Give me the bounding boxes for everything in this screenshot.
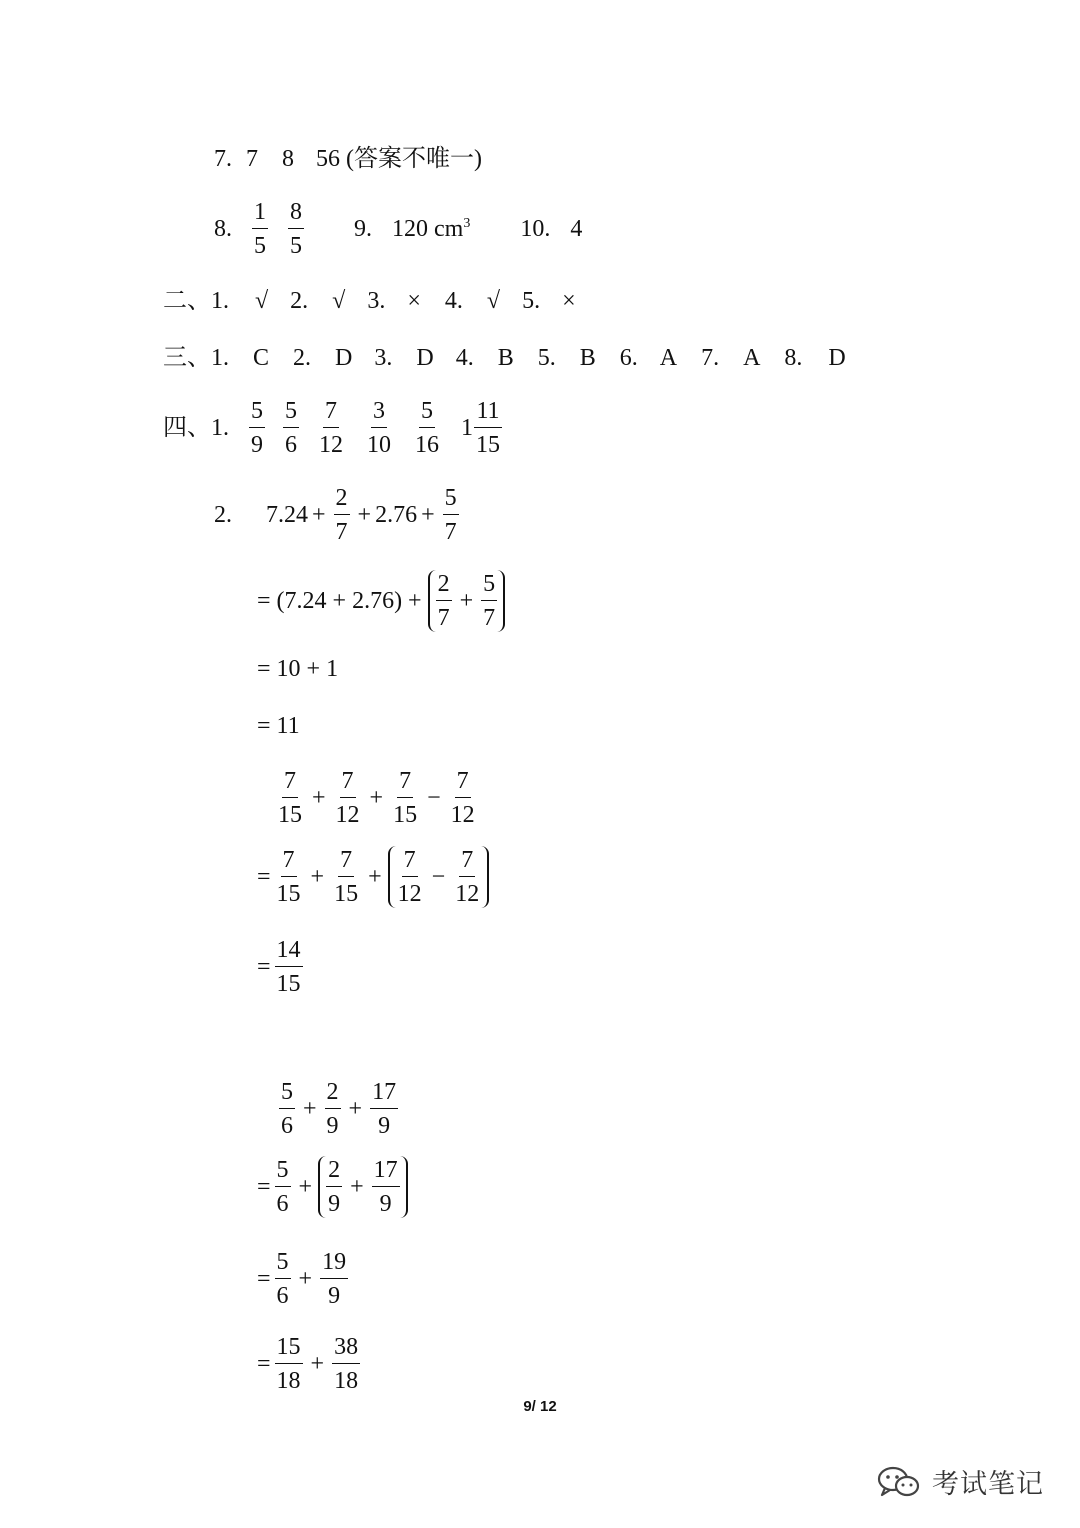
parenthesis-group: $\frac{2}{9}$ + $\frac{17}{9}$	[318, 1156, 408, 1218]
s3-item-answer: A	[743, 345, 761, 371]
s2-item-mark: ×	[407, 288, 421, 314]
equals-sign: =	[257, 1266, 271, 1292]
plus-sign: +	[310, 864, 325, 890]
s2-item-mark: √	[486, 288, 501, 314]
q9-label: 9.	[354, 216, 372, 242]
q7-value-a: 7	[246, 146, 258, 172]
section-4-q1	[163, 399, 506, 457]
s3-item-no: 4.	[455, 345, 474, 371]
s2-item-no: 5.	[522, 288, 541, 314]
calc3-line1	[275, 1080, 402, 1138]
calc3-fraction: $\frac{5}{6}$	[276, 1157, 289, 1217]
section-3-choice	[163, 346, 846, 370]
s4-q1-fraction: $\frac{5}{9}$	[251, 398, 263, 458]
calc2-line3	[257, 938, 307, 996]
section-3-label: 三、	[163, 345, 211, 371]
q7-value-c: 56	[316, 146, 340, 172]
equals-sign: =	[257, 954, 271, 980]
q9-value: 120 $cm^3$	[392, 216, 471, 242]
s3-item-no: 2.	[293, 345, 312, 371]
plus-sign: +	[298, 1174, 313, 1200]
s3-item-answer: C	[253, 345, 270, 371]
calc3-line4	[257, 1335, 364, 1393]
s3-item-answer: B	[579, 345, 596, 371]
calc1-line2	[257, 570, 507, 632]
watermark-text: 考试笔记	[932, 1469, 1044, 1500]
s3-item-no: 1.	[211, 345, 229, 371]
calc1-line4: = 11	[257, 713, 300, 739]
s2-item-mark: √	[255, 288, 269, 314]
s4-q1-fraction: $\frac{7}{12}$	[319, 398, 343, 458]
minus-sign: −	[427, 785, 441, 811]
calc3-fraction: $\frac{5}{6}$	[281, 1079, 293, 1139]
s3-item-answer: D	[416, 345, 434, 371]
wechat-icon	[876, 1464, 922, 1500]
page-number: 9/ 12	[523, 1398, 557, 1415]
s3-item-answer: A	[659, 345, 678, 371]
plus-sign: +	[348, 1096, 363, 1122]
section-4-label: 四、	[163, 415, 211, 441]
watermark	[876, 1462, 1044, 1501]
s4-q1-fraction: $\frac{3}{10}$	[367, 398, 391, 458]
section-2-label: 二、	[163, 288, 211, 314]
s3-item-no: 8.	[784, 345, 803, 371]
q7-note: (答案不唯一)	[346, 146, 482, 172]
plus-sign: +	[310, 1351, 325, 1377]
calc2-result-fraction: $\frac{14}{15}$	[276, 937, 301, 997]
calc2-fraction: $\frac{7}{12}$	[450, 768, 475, 828]
parenthesis-group: $\frac{7}{12}$ − $\frac{7}{12}$	[388, 846, 490, 908]
plus-sign: +	[298, 1266, 313, 1292]
answer-q7	[214, 147, 482, 171]
equals-sign: =	[257, 1174, 271, 1200]
q8-fraction-2: $\frac{8}{5}$	[290, 199, 302, 259]
s2-item-no: 3.	[367, 288, 386, 314]
s2-item-no: 2.	[290, 288, 309, 314]
s4-q1-fraction: $\frac{5}{6}$	[285, 398, 297, 458]
calc3-fraction: $\frac{17}{9}$	[372, 1079, 397, 1139]
s3-item-no: 5.	[537, 345, 556, 371]
calc3-fraction: $\frac{5}{6}$	[276, 1249, 289, 1309]
s4-q2-label: 2.	[214, 502, 232, 528]
equals-sign: =	[257, 1351, 271, 1377]
s3-item-answer: B	[497, 345, 514, 371]
s3-item-answer: D	[335, 345, 353, 371]
s2-item-mark: ×	[562, 288, 576, 314]
equals-sign: =	[257, 864, 271, 890]
calc3-line2	[257, 1156, 410, 1218]
q8-label: 8.	[214, 216, 232, 242]
section-2-judgement	[163, 289, 576, 313]
q10-label: 10.	[520, 216, 551, 242]
calc2-line1	[272, 769, 481, 827]
s3-item-no: 7.	[701, 345, 720, 371]
calc1-term: 2.76	[375, 502, 418, 528]
calc3-fraction: $\frac{15}{18}$	[276, 1334, 301, 1394]
plus-sign: +	[421, 502, 435, 528]
calc1-step-text: = (7.24 + 2.76) +	[257, 588, 422, 614]
q7-value-b: 8	[282, 146, 294, 172]
calc2-fraction: $\frac{7}{15}$	[393, 768, 418, 828]
parenthesis-group: $\frac{2}{7}$ + $\frac{5}{7}$	[428, 570, 506, 632]
s4-q1-label: 1.	[211, 415, 229, 441]
plus-sign: +	[312, 785, 326, 811]
s4-q1-mixed-number: 1 $\frac{11}{15}$	[461, 398, 500, 458]
calc1-line3: = 10 + 1	[257, 656, 339, 682]
q8-fraction-1: $\frac{1}{5}$	[254, 199, 266, 259]
calc3-line3	[257, 1250, 352, 1308]
plus-sign: +	[369, 785, 384, 811]
s2-item-no: 4.	[444, 288, 463, 314]
q10-value: 4	[570, 216, 583, 242]
plus-sign: +	[368, 864, 382, 890]
calc1-fraction: $\frac{5}{7}$	[444, 485, 457, 545]
s3-item-answer: D	[828, 345, 846, 371]
s2-item-mark: √	[332, 288, 346, 314]
calc1-term: 7.24	[266, 502, 308, 528]
answer-q8-q10	[214, 200, 582, 258]
calc1-line1	[214, 486, 463, 544]
calc3-fraction: $\frac{19}{9}$	[322, 1249, 347, 1309]
plus-sign: +	[303, 1096, 317, 1122]
plus-sign: +	[357, 502, 372, 528]
calc2-line2	[257, 846, 491, 908]
calc2-fraction: $\frac{7}{15}$	[276, 847, 301, 907]
s4-q1-fraction: $\frac{5}{16}$	[415, 398, 439, 458]
s3-item-no: 6.	[619, 345, 638, 371]
calc2-fraction: $\frac{7}{15}$	[278, 768, 302, 828]
calc2-fraction: $\frac{7}{12}$	[335, 768, 360, 828]
calc2-fraction: $\frac{7}{15}$	[334, 847, 359, 907]
s3-item-no: 3.	[374, 345, 393, 371]
plus-sign: +	[312, 502, 326, 528]
calc1-fraction: $\frac{2}{7}$	[335, 485, 348, 545]
calc3-fraction: $\frac{38}{18}$	[334, 1334, 359, 1394]
s2-item-no: 1.	[211, 288, 229, 314]
calc3-fraction: $\frac{2}{9}$	[326, 1079, 339, 1139]
q7-label: 7.	[214, 146, 232, 172]
